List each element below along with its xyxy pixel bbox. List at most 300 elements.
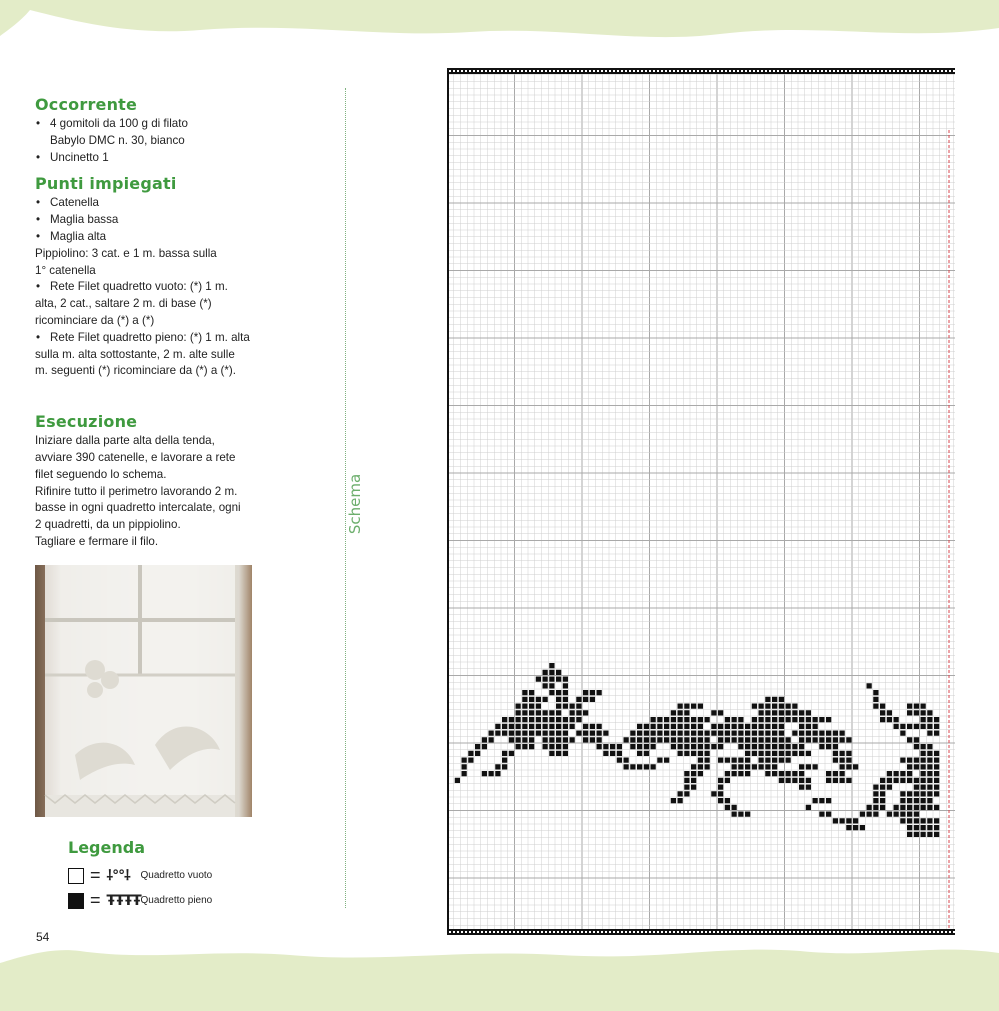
filled-cell [752,731,757,736]
bottom-wave-decoration [0,941,999,1011]
filled-cell [549,683,554,688]
border-dot [793,70,795,72]
filled-cell [576,704,581,709]
filled-cell [799,778,804,783]
border-dot [769,70,771,72]
filled-cell [468,751,473,756]
filled-cell [684,778,689,783]
filled-cell [718,724,723,729]
filled-cell [549,751,554,756]
border-dot [925,70,927,72]
filled-cell [711,710,716,715]
border-dot [833,931,835,933]
filled-cell [522,737,527,742]
filled-cell [772,717,777,722]
border-dot [829,931,831,933]
filled-cell [718,710,723,715]
filled-cell [509,751,514,756]
esecuzione-line: avviare 390 catenelle, e lavorare a rete [35,450,236,464]
border-dot [717,70,719,72]
list-item: • 4 gomitoli da 100 g di filato [35,116,295,133]
filled-cell [779,731,784,736]
filled-cell [921,724,926,729]
filled-cell [691,744,696,749]
filled-cell [934,832,939,837]
border-dot [625,931,627,933]
filled-cell [792,751,797,756]
filled-cell [691,704,696,709]
filled-cell [799,724,804,729]
border-dot [725,70,727,72]
filled-cell [583,697,588,702]
filled-cell [907,825,912,830]
filled-cell [637,731,642,736]
border-dot [925,931,927,933]
filled-cell [792,731,797,736]
border-dot [537,931,539,933]
filled-cell [657,717,662,722]
border-dot [505,70,507,72]
filled-cell [867,805,872,810]
border-dot [589,931,591,933]
filled-cell [651,744,656,749]
border-dot [457,931,459,933]
filled-cell [462,771,467,776]
filled-cell [894,778,899,783]
border-dot [725,931,727,933]
filled-cell [576,717,581,722]
filled-cell [873,697,878,702]
border-dot [581,70,583,72]
filled-cell [536,677,541,682]
filled-cell [799,751,804,756]
filled-cell [900,778,905,783]
border-dot [701,931,703,933]
border-dot [781,931,783,933]
border-dot [565,931,567,933]
filled-cell [698,737,703,742]
filled-cell [732,805,737,810]
filled-cell [887,710,892,715]
filled-cell [536,710,541,715]
filled-cell [779,697,784,702]
filled-cell [691,778,696,783]
border-dot [921,931,923,933]
filled-cell [765,710,770,715]
border-dot [601,931,603,933]
filled-cell [934,717,939,722]
filled-cell [482,771,487,776]
border-dot [461,70,463,72]
filled-cell [745,764,750,769]
border-dot [649,931,651,933]
filled-cell [927,724,932,729]
border-dot [789,70,791,72]
filled-cell [779,758,784,763]
border-dot [761,70,763,72]
border-dot [473,70,475,72]
equals-sign: = [90,865,101,885]
filled-cell [597,744,602,749]
border-dot [589,70,591,72]
filled-cell [597,724,602,729]
border-dot [629,70,631,72]
filled-cell [745,724,750,729]
filled-cell [900,791,905,796]
border-dot [765,931,767,933]
border-dot [525,70,527,72]
border-dot [929,931,931,933]
border-dot [549,931,551,933]
rete-pieno-text: sulla m. alta sottostante, 2 m. alte sulle [35,347,235,361]
filled-cell [846,818,851,823]
filled-cell [691,717,696,722]
filled-cell [684,704,689,709]
rete-vuoto-text: ricominciare da (*) a (*) [35,313,155,327]
filled-cell [806,731,811,736]
border-dot [817,70,819,72]
filled-cell [792,771,797,776]
border-dot [685,70,687,72]
filled-cell [732,737,737,742]
filled-cell [610,744,615,749]
filled-cell [759,724,764,729]
filled-cell [799,717,804,722]
filled-cell [759,744,764,749]
filled-cell [509,724,514,729]
border-dot [845,931,847,933]
border-dot [453,70,455,72]
border-dot [557,931,559,933]
filled-cell [651,731,656,736]
filled-cell [759,737,764,742]
instructions-column [35,95,295,551]
border-dot [673,70,675,72]
border-dot [885,70,887,72]
border-dot [537,70,539,72]
filled-cell [678,751,683,756]
border-dot [577,931,579,933]
filled-cell [711,791,716,796]
border-dot [637,931,639,933]
border-dot [741,931,743,933]
border-dot [893,931,895,933]
filled-cell [826,737,831,742]
filled-cell [684,724,689,729]
filled-cell [914,737,919,742]
filled-cell [556,717,561,722]
filled-cell [624,764,629,769]
legend-label-pieno: Quadretto pieno [140,895,213,906]
filled-cell [759,758,764,763]
border-dot [669,931,671,933]
esecuzione-line: 2 quadretti, da un pippiolino. [35,518,181,532]
filled-cell [786,717,791,722]
border-dot [773,70,775,72]
border-dot [813,70,815,72]
border-dot [561,931,563,933]
filled-cell [806,751,811,756]
filled-cell [772,724,777,729]
filled-cell [900,805,905,810]
border-dot [449,70,451,72]
filled-cell [671,744,676,749]
filled-cell [509,731,514,736]
filled-cell [684,710,689,715]
filled-cell [725,771,730,776]
filled-cell [705,751,710,756]
esecuzione-line: basse in ogni quadretto intercalate, ogni [35,501,241,515]
filled-cell [570,737,575,742]
border-dot [897,70,899,72]
border-dot [921,70,923,72]
filled-cell [900,818,905,823]
border-dot [569,70,571,72]
filled-cell [698,717,703,722]
filled-cell [772,737,777,742]
filled-cell [806,724,811,729]
filled-cell [583,690,588,695]
filled-cell [921,764,926,769]
border-dot [857,931,859,933]
border-dot [817,931,819,933]
filled-cell [570,724,575,729]
border-dot [633,70,635,72]
border-dot [801,931,803,933]
border-dot [697,70,699,72]
filled-cell [529,744,534,749]
filled-cell [549,744,554,749]
border-dot [653,70,655,72]
filled-cell [927,731,932,736]
filled-cell [853,825,858,830]
filled-cell [759,764,764,769]
legend-label-vuoto: Quadretto vuoto [140,870,213,881]
border-dot [501,931,503,933]
filled-cell [678,704,683,709]
filled-cell [529,704,534,709]
filled-cell [603,744,608,749]
filled-cell [779,717,784,722]
border-dot [909,70,911,72]
filled-cell [799,785,804,790]
filled-cell [522,731,527,736]
filled-cell [806,778,811,783]
filled-cell [765,731,770,736]
border-dot [521,70,523,72]
filled-cell [732,731,737,736]
filled-cell [887,812,892,817]
filled-cell [489,731,494,736]
border-dot [869,931,871,933]
filled-cell [543,744,548,749]
filled-cell [691,751,696,756]
filled-cell [934,758,939,763]
border-dot [821,931,823,933]
border-dot [541,931,543,933]
filled-cell [678,798,683,803]
filled-cell [840,818,845,823]
filled-cell [549,724,554,729]
filled-cell [799,771,804,776]
filled-cell [853,764,858,769]
filled-cell [725,724,730,729]
filled-cell [536,724,541,729]
border-dot [941,70,943,72]
filled-cell [630,737,635,742]
filled-cell [900,731,905,736]
list-item: • Catenella [35,195,295,212]
filled-cell [543,677,548,682]
border-dot [901,931,903,933]
filled-cell [927,771,932,776]
filled-cell [718,758,723,763]
filled-cell [529,690,534,695]
filled-cell [651,737,656,742]
filled-cell [732,812,737,817]
border-dot [857,70,859,72]
border-dot [613,931,615,933]
list-item: • Uncinetto 1 [35,150,295,167]
border-dot [733,931,735,933]
filled-cell [738,724,743,729]
chart-grid [447,68,955,935]
filled-cell [576,731,581,736]
filled-cell [846,751,851,756]
filled-cell [522,697,527,702]
filled-cell [630,731,635,736]
filled-cell [644,737,649,742]
filled-cell [900,724,905,729]
border-dot [733,70,735,72]
border-dot [885,931,887,933]
filled-cell [522,744,527,749]
filled-cell [738,771,743,776]
border-dot [517,931,519,933]
filled-cell [725,731,730,736]
border-dot [533,931,535,933]
filled-cell [921,704,926,709]
filled-cell [914,785,919,790]
filled-cell [570,710,575,715]
filled-cell [840,778,845,783]
border-dot [641,931,643,933]
filled-cell [900,798,905,803]
filled-cell [502,724,507,729]
filled-cell [914,710,919,715]
left-border [447,68,449,935]
border-dot [593,70,595,72]
border-dot [573,931,575,933]
filled-cell [826,744,831,749]
list-item: • Maglia alta [35,229,295,246]
filled-cell [556,704,561,709]
filled-cell [914,812,919,817]
border-dot [797,70,799,72]
border-dot [949,70,951,72]
filled-cell [657,724,662,729]
filled-cell [806,764,811,769]
filled-cell [475,744,480,749]
filled-cell [691,771,696,776]
filled-cell [725,805,730,810]
filled-cell [927,825,932,830]
filled-cell [799,744,804,749]
filled-cell [543,710,548,715]
filled-cell [765,697,770,702]
filled-cell [813,717,818,722]
filled-cell [819,798,824,803]
filled-cell [873,791,878,796]
border-dot [709,70,711,72]
filled-cell [563,704,568,709]
filled-cell [664,758,669,763]
border-dot [769,931,771,933]
filled-cell [846,737,851,742]
rete-vuoto-text: alta, 2 cat., saltare 2 m. di base (*) [35,297,212,311]
border-dot [861,70,863,72]
filled-cell [772,758,777,763]
border-dot [757,70,759,72]
filled-cell [678,717,683,722]
filled-cell [806,717,811,722]
border-dot [805,70,807,72]
occorrente-heading: Occorrente [35,95,138,114]
filled-cell [752,744,757,749]
legend-row-vuoto [68,863,212,888]
filled-cell [786,771,791,776]
filled-cell [772,744,777,749]
filled-cell [927,778,932,783]
filled-cell [934,825,939,830]
border-dot [461,931,463,933]
border-dot [477,931,479,933]
border-dot [741,70,743,72]
border-dot [641,70,643,72]
filled-cell [556,751,561,756]
filled-cell [516,704,521,709]
border-dot [493,70,495,72]
filled-cell [495,724,500,729]
filled-cell [563,683,568,688]
filled-cell [934,731,939,736]
border-dot [657,70,659,72]
filled-cell [914,704,919,709]
filled-cell [934,771,939,776]
esecuzione-text [35,433,295,551]
border-dot [609,70,611,72]
filled-cell [914,758,919,763]
filled-cell [907,778,912,783]
border-dot [945,931,947,933]
border-dot [601,70,603,72]
filled-cell [671,731,676,736]
rete-vuoto-text: • Rete Filet quadretto vuoto: (*) 1 m. [35,279,295,296]
filled-cell [819,744,824,749]
filled-cell [934,818,939,823]
filled-cell [934,751,939,756]
border-dot [689,931,691,933]
border-dot [645,70,647,72]
filled-cell [765,764,770,769]
border-dot [721,931,723,933]
filled-cell [927,805,932,810]
filled-cell [914,798,919,803]
filled-cell [914,832,919,837]
esecuzione-line: Tagliare e fermare il filo. [35,534,159,548]
filled-cell [927,717,932,722]
filled-cell [921,717,926,722]
